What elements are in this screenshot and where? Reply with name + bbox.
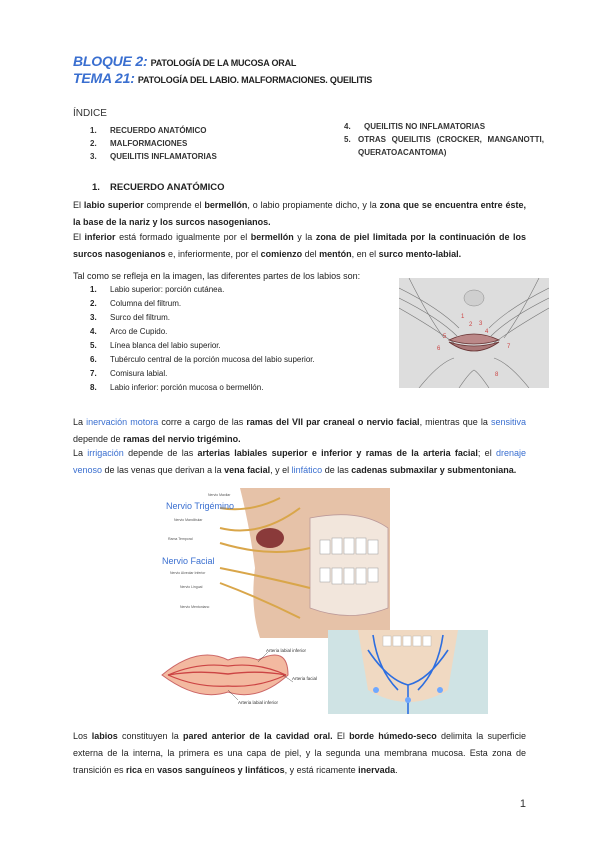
lip-parts-list bbox=[90, 283, 315, 395]
svg-text:Nervio Alveolar Inferior: Nervio Alveolar Inferior bbox=[170, 571, 206, 575]
svg-text:5: 5 bbox=[443, 334, 447, 340]
paragraph-lower-lip: El inferior está formado igualmente por el bermellón y la zona de piel limitada por la continuación de los surcos nasogenianos e, inferiormente, por el comienzo del mentón, en el surco mento-labial. bbox=[73, 232, 526, 259]
index-list-right bbox=[344, 120, 544, 159]
list-item: 8. Labio inferior: porción mucosa o bermellón. bbox=[90, 383, 264, 392]
lip-arteries-illustration bbox=[158, 640, 328, 710]
svg-text:Nervio Maxilar: Nervio Maxilar bbox=[208, 493, 231, 497]
svg-text:6: 6 bbox=[437, 346, 441, 352]
svg-text:Nervio Mandibular: Nervio Mandibular bbox=[174, 518, 203, 522]
svg-text:1: 1 bbox=[461, 314, 465, 320]
index-title: ÍNDICE bbox=[73, 108, 107, 119]
list-item: 6. Tubérculo central de la porción mucosa del labio superior. bbox=[90, 355, 315, 364]
block-key: BLOQUE 2: bbox=[73, 53, 148, 69]
svg-text:2: 2 bbox=[469, 322, 473, 328]
facial-nerve-label: Nervio Facial bbox=[162, 556, 215, 566]
list-item: 2. Columna del filtrum. bbox=[90, 299, 182, 308]
block-title: PATOLOGÍA DE LA MUCOSA ORAL bbox=[150, 58, 297, 68]
facial-nerve-illustration bbox=[160, 488, 390, 638]
index-item: 5. OTRAS QUEILITIS (CROCKER, MANGANOTTI, QUERATOACANTOMA) bbox=[344, 135, 544, 157]
list-item: 4. Arco de Cupido. bbox=[90, 327, 168, 336]
topic-heading bbox=[73, 70, 372, 86]
svg-text:Nervio Mentoniano: Nervio Mentoniano bbox=[180, 605, 210, 609]
lip-anatomy-illustration bbox=[399, 278, 549, 388]
index-item: 3. QUEILITIS INFLAMATORIAS bbox=[90, 152, 217, 161]
topic-key: TEMA 21: bbox=[73, 70, 135, 86]
section-heading: 1. RECUERDO ANATÓMICO bbox=[92, 182, 225, 193]
list-item: 1. Labio superior: porción cutánea. bbox=[90, 285, 225, 294]
index-item: 2. MALFORMACIONES bbox=[90, 139, 188, 148]
svg-text:Nervio Lingual: Nervio Lingual bbox=[180, 585, 203, 589]
index-list-left bbox=[90, 124, 310, 163]
facial-artery-label: Arteria facial bbox=[292, 676, 318, 681]
block-heading bbox=[73, 53, 296, 69]
svg-text:8: 8 bbox=[495, 372, 499, 378]
list-item: 3. Surco del filtrum. bbox=[90, 313, 171, 322]
list-item: 7. Comisura labial. bbox=[90, 369, 168, 378]
paragraph-irrigation: La irrigación depende de las arterias labiales superior e inferior y ramas de la arteria facial; el drenaje venoso de las venas que derivan a la vena facial, y el linfático de las cadenas submaxilar y submentoniana. bbox=[73, 448, 526, 475]
paragraph-parts-intro: Tal como se refleja en la imagen, las diferentes partes de los labios son: bbox=[73, 271, 361, 281]
trigeminal-nerve-label: Nervio Trigémino bbox=[166, 501, 235, 511]
labial-artery-label-lower: Arteria labial inferior bbox=[238, 700, 279, 705]
page-number: 1 bbox=[519, 798, 526, 810]
svg-text:7: 7 bbox=[507, 344, 511, 350]
paragraph-innervation: La inervación motora corre a cargo de las ramas del VII par craneal o nervio facial, mientras que la sensitiva depende de ramas del nervio trigémino. bbox=[73, 417, 526, 444]
labial-artery-label-upper: Arteria labial inferior bbox=[266, 648, 307, 653]
svg-text:4: 4 bbox=[485, 329, 489, 335]
paragraph-upper-lip: El labio superior comprende el bermellón, o labio propiamente dicho, y la zona que se encuentra entre éste, la base de la nariz y los surcos nasogenianos. bbox=[73, 200, 526, 227]
topic-title: PATOLOGÍA DEL LABIO. MALFORMACIONES. QUEILITIS bbox=[137, 75, 373, 85]
venous-lymphatic-illustration bbox=[328, 630, 488, 714]
index-item: 4. QUEILITIS NO INFLAMATORIAS bbox=[344, 122, 486, 131]
svg-text:Rama Temporal: Rama Temporal bbox=[168, 537, 193, 541]
paragraph-lip-structure: Los labios constituyen la pared anterior de la cavidad oral. El borde húmedo-seco delimita la superficie externa de la interna, la primera es una capa de piel, y la segunda una membrana mucosa. Esta zona de transición es rica en vasos sanguíneos y linfáticos, y está ricamente inervada. bbox=[73, 731, 526, 775]
list-item: 5. Línea blanca del labio superior. bbox=[90, 341, 221, 350]
index-item: 1. RECUERDO ANATÓMICO bbox=[90, 126, 207, 135]
svg-text:3: 3 bbox=[479, 321, 483, 327]
